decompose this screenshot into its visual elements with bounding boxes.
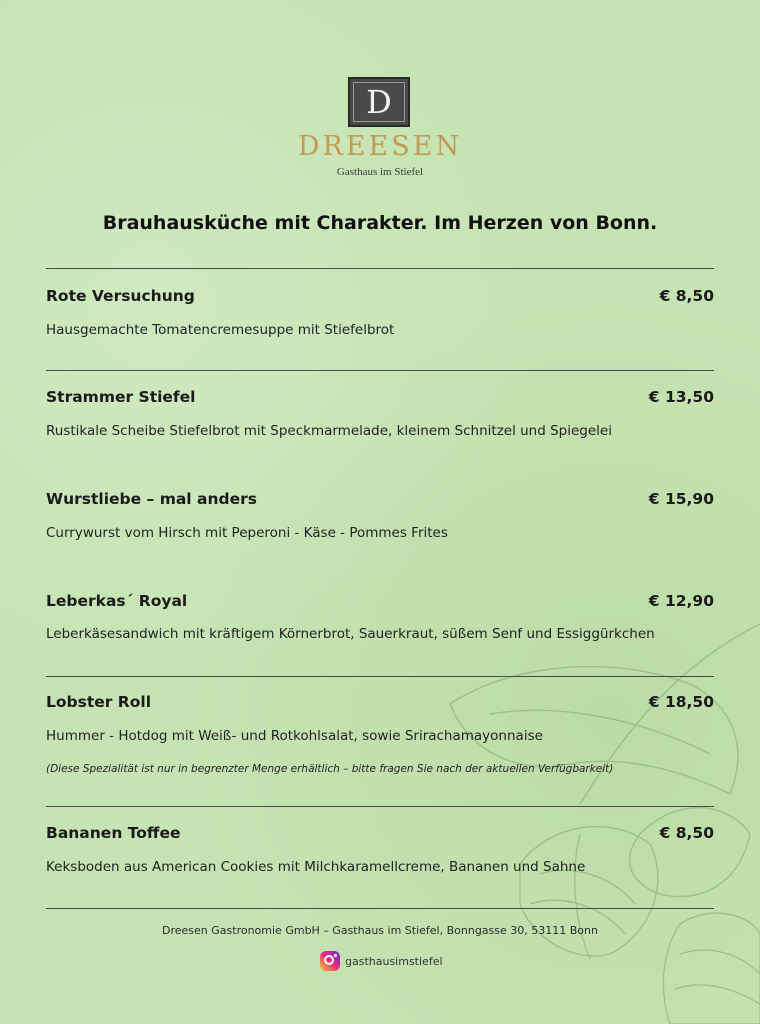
instagram-handle: gasthausimstiefel <box>345 954 443 968</box>
menu-item-note: (Diese Spezialität ist nur in begrenzter Menge erhältlich – bitte fragen Sie nach der aktuellen Verfügbarkeit) <box>46 763 614 775</box>
divider <box>46 370 714 371</box>
divider <box>46 908 714 909</box>
tagline: Brauhausküche mit Charakter. Im Herzen von Bonn. <box>102 212 658 234</box>
menu-item-name: Strammer Stiefel <box>46 388 196 406</box>
menu-item-description: Keksboden aus American Cookies mit Milchkaramellcreme, Bananen und Sahne <box>46 859 586 875</box>
brand-subtitle: Gasthaus im Stiefel <box>336 166 424 178</box>
menu-item-name: Rote Versuchung <box>46 287 195 305</box>
divider <box>46 676 714 677</box>
brand-name: DREESEN <box>297 131 463 162</box>
hops-illustration <box>430 604 760 1024</box>
instagram-icon <box>320 951 340 971</box>
menu-item-price: € 18,50 <box>648 693 714 711</box>
menu-item-description: Rustikale Scheibe Stiefelbrot mit Speckmarmelade, kleinem Schnitzel und Spiegelei <box>46 423 612 439</box>
menu-item-price: € 8,50 <box>659 824 714 842</box>
menu-item-price: € 12,90 <box>648 592 714 610</box>
divider <box>46 806 714 807</box>
menu-item-name: Leberkas´ Royal <box>46 592 188 610</box>
menu-item-name: Bananen Toffee <box>46 824 181 842</box>
logo-mark <box>348 77 410 127</box>
instagram-link[interactable] <box>320 951 443 971</box>
menu-item-name: Lobster Roll <box>46 693 152 711</box>
menu-item-description: Hummer - Hotdog mit Weiß- und Rotkohlsalat, sowie Srirachamayonnaise <box>46 728 543 744</box>
menu-item-price: € 8,50 <box>659 287 714 305</box>
menu-item-price: € 13,50 <box>648 388 714 406</box>
menu-item-price: € 15,90 <box>648 490 714 508</box>
logo-letter: D <box>353 82 405 122</box>
divider <box>46 268 714 269</box>
menu-item-description: Currywurst vom Hirsch mit Peperoni - Käse - Pommes Frites <box>46 525 448 541</box>
footer-address: Dreesen Gastronomie GmbH – Gasthaus im Stiefel, Bonngasse 30, 53111 Bonn <box>162 924 598 937</box>
menu-item-description: Leberkäsesandwich mit kräftigem Körnerbrot, Sauerkraut, süßem Senf und Essiggürkchen <box>46 626 655 642</box>
menu-item-name: Wurstliebe – mal anders <box>46 490 257 508</box>
menu-item-description: Hausgemachte Tomatencremesuppe mit Stiefelbrot <box>46 322 395 338</box>
